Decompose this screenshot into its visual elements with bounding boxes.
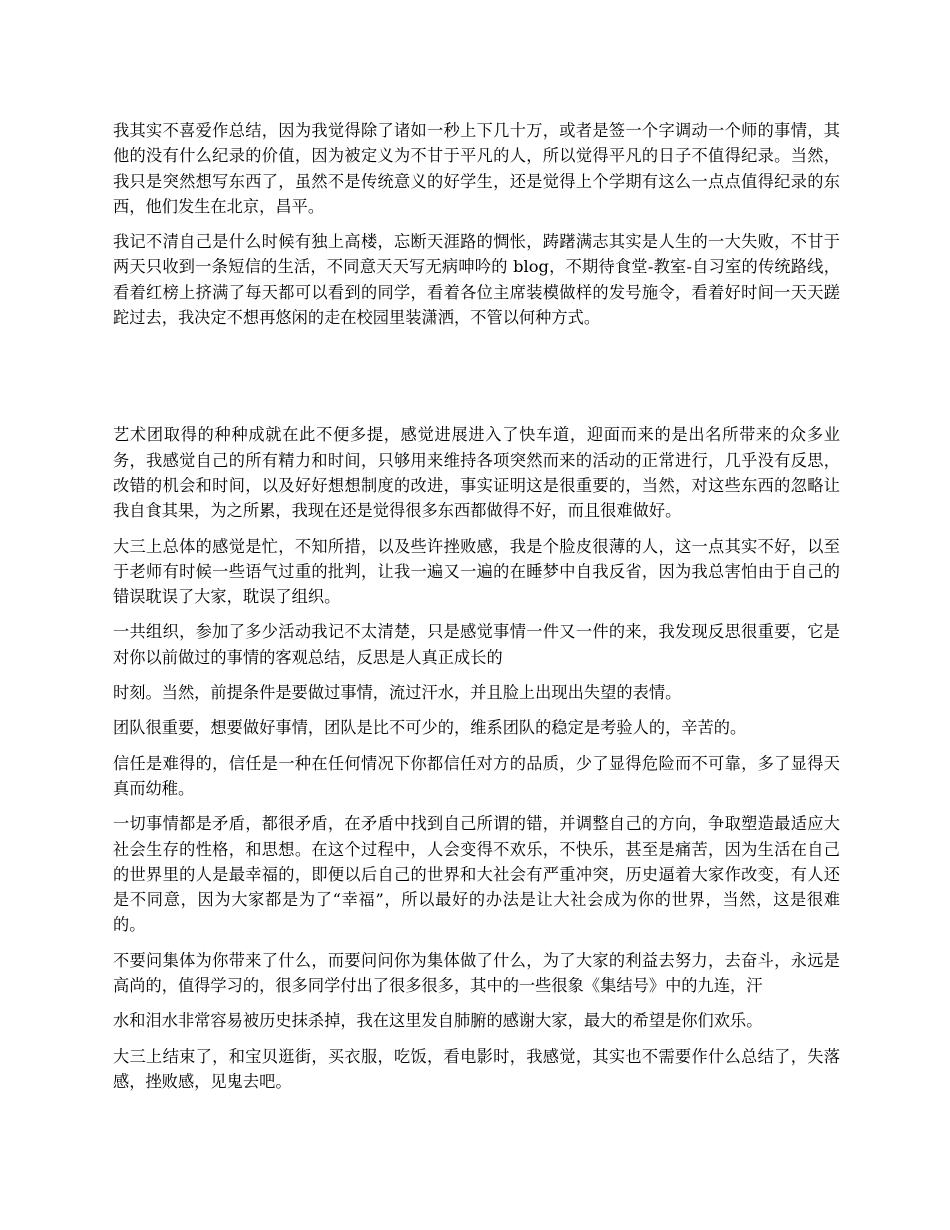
paragraph: 信任是难得的，信任是一种在任何情况下你都信任对方的品质，少了显得危险而不可靠，多了显得天真而幼稚。: [113, 753, 840, 798]
blank-gap: [113, 340, 840, 422]
paragraph: 大三上结束了，和宝贝逛街，买衣服，吃饭，看电影时，我感觉，其实也不需要作什么总结了，失落感，挫败感，见鬼去吧。: [113, 1046, 840, 1091]
paragraph: 时刻。当然，前提条件是要做过事情，流过汗水，并且脸上出现出失望的表情。: [113, 683, 682, 703]
paragraph: 水和泪水非常容易被历史抹杀掉，我在这里发自肺腑的感谢大家，最大的希望是你们欢乐。: [113, 1011, 763, 1031]
paragraph: 大三上总体的感觉是忙，不知所措，以及些许挫败感，我是个脸皮很薄的人，这一点其实不好，以至于老师有时候一些语气过重的批判，让我一遍又一遍的在睡梦中自我反省，因为我总害怕由于自己的错误耽误了大家，耽误了组织。: [113, 536, 840, 607]
paragraph: 一切事情都是矛盾，都很矛盾，在矛盾中找到自己所谓的错，并调整自己的方向，争取塑造最适应大社会生存的性格，和思想。在这个过程中，人会变得不欢乐，不快乐，甚至是痛苦，因为生活在自己的世界里的人是最幸福的，即便以后自己的世界和大社会有严重冲突，历史逼着大家作改变，有人还是不同意，因为大家都是为了“幸福”，所以最好的办法是让大社会成为你的世界，当然，这是很难的。: [113, 814, 840, 935]
document-body: [113, 118, 840, 1104]
paragraph: 不要问集体为你带来了什么，而要问问你为集体做了什么，为了大家的利益去努力，去奋斗，永远是高尚的，值得学习的，很多同学付出了很多很多，其中的一些很象《集结号》中的九连，汗: [113, 950, 840, 996]
paragraph: 一共组织，参加了多少活动我记不太清楚，只是感觉事情一件又一件的来，我发现反思很重要，它是对你以前做过的事情的客观总结，反思是人真正成长的: [113, 622, 840, 667]
paragraph: 艺术团取得的种种成就在此不便多提，感觉进展进入了快车道，迎面而来的是出名所带来的众多业务，我感觉自己的所有精力和时间，只够用来维持各项突然而来的活动的正常进行，几乎没有反思，改错的机会和时间，以及好好想想制度的改进，事实证明这是很重要的，当然，对这些东西的忽略让我自食其果，为之所累，我现在还是觉得很多东西都做得不好，而且很难做好。: [113, 425, 840, 521]
paragraph: 我记不清自己是什么时候有独上高楼，忘断天涯路的惆怅，踌躇满志其实是人生的一大失败，不甘于两天只收到一条短信的生活，不同意天天写无病呻吟的 blog，不期待食堂-教室-自习室的传统路线，看着红榜上挤满了每天都可以看到的同学，看着各位主席装模做样的发号施令，看着好时间一天天蹉跎过去，我决定不想再悠闲的走在校园里装潇洒，不管以何种方式。: [113, 232, 840, 328]
paragraph: 团队很重要，想要做好事情，团队是比不可少的，维系团队的稳定是考验人的，辛苦的。: [113, 718, 747, 738]
paragraph: 我其实不喜爱作总结，因为我觉得除了诸如一秒上下几十万，或者是签一个字调动一个师的事情，其他的没有什么纪录的价值，因为被定义为不甘于平凡的人，所以觉得平凡的日子不值得纪录。当然，我只是突然想写东西了，虽然不是传统意义的好学生，还是觉得上个学期有这么一点点值得纪录的东西，他们发生在北京，昌平。: [113, 121, 840, 216]
